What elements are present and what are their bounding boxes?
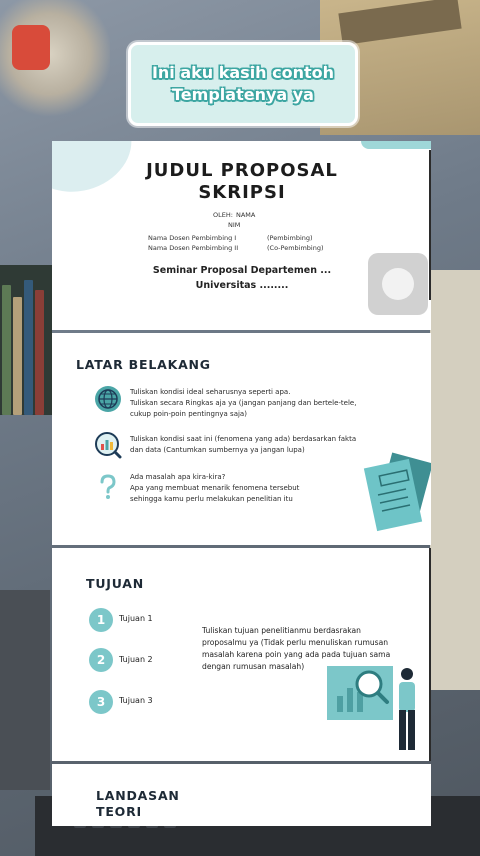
tujuan-number-1: 1 xyxy=(89,608,113,632)
nim-label: NIM xyxy=(228,221,241,229)
slide-latar-belakang xyxy=(52,333,431,545)
seminar-heading: Seminar Proposal Departemen ... Universitas ........ xyxy=(152,265,332,291)
tujuan-1-label: Tujuan 1 xyxy=(119,614,153,623)
bg-plush-figure xyxy=(0,0,110,120)
chart-magnifier-icon xyxy=(94,431,122,459)
question-mark-icon xyxy=(94,473,122,501)
camera-shutter-icon[interactable] xyxy=(368,253,428,315)
document-illustration xyxy=(362,451,431,545)
latar-heading: LATAR BELAKANG xyxy=(76,357,211,372)
dosen-1-role: (Pembimbing) xyxy=(267,234,313,242)
tujuan-description: Tuliskan tujuan penelitianmu berdasrakan proposalmu ya (Tidak perlu menuliskan rumusan masalah karena poin yang ada pada tujuan sama dengan rumusan masalah) xyxy=(202,626,391,671)
dosen-1: Nama Dosen Pembimbing I xyxy=(148,234,237,242)
dosen-2-role: (Co-Pembimbing) xyxy=(267,244,324,252)
tujuan-number-3: 3 xyxy=(89,690,113,714)
latar-item-3: Ada masalah apa kira-kira? Apa yang membuat menarik fenomena tersebut sehingga kamu perlu melakukan penelitian itu xyxy=(130,473,300,503)
caption-line-2: Templatenya ya xyxy=(172,85,314,104)
nama-label: NAMA xyxy=(236,211,256,219)
tujuan-3-label: Tujuan 3 xyxy=(119,696,153,705)
tujuan-heading: TUJUAN xyxy=(86,576,145,591)
tujuan-2-label: Tujuan 2 xyxy=(119,655,153,664)
bg-right-panel xyxy=(430,270,480,690)
latar-item-1: Tuliskan kondisi ideal seharusnya seperti apa. Tuliskan secara Ringkas aja ya (jangan panjang dan bertele-tele, cukup poin-poin pentingnya saja) xyxy=(130,388,357,418)
latar-item-2: Tuliskan kondisi saat ini (fenomena yang ada) berdasarkan fakta dan data (Cantumkan sumbernya ya jangan lupa) xyxy=(130,435,357,454)
landasan-heading: LANDASAN TEORI xyxy=(96,788,180,819)
dosen-2: Nama Dosen Pembimbing II xyxy=(148,244,239,252)
proposal-title: JUDUL PROPOSAL SKRIPSI xyxy=(146,160,338,203)
oleh-label: OLEH: xyxy=(213,211,233,219)
slide-tujuan xyxy=(52,548,431,761)
caption-line-1: Ini aku kasih contoh xyxy=(151,63,335,82)
slide-landasan-teori xyxy=(52,764,431,826)
caption-bubble xyxy=(128,42,358,126)
bg-left-lower xyxy=(0,590,50,790)
globe-icon xyxy=(94,385,122,413)
analysis-illustration xyxy=(327,660,427,760)
tujuan-number-2: 2 xyxy=(89,648,113,672)
bg-bookshelf xyxy=(0,265,52,415)
